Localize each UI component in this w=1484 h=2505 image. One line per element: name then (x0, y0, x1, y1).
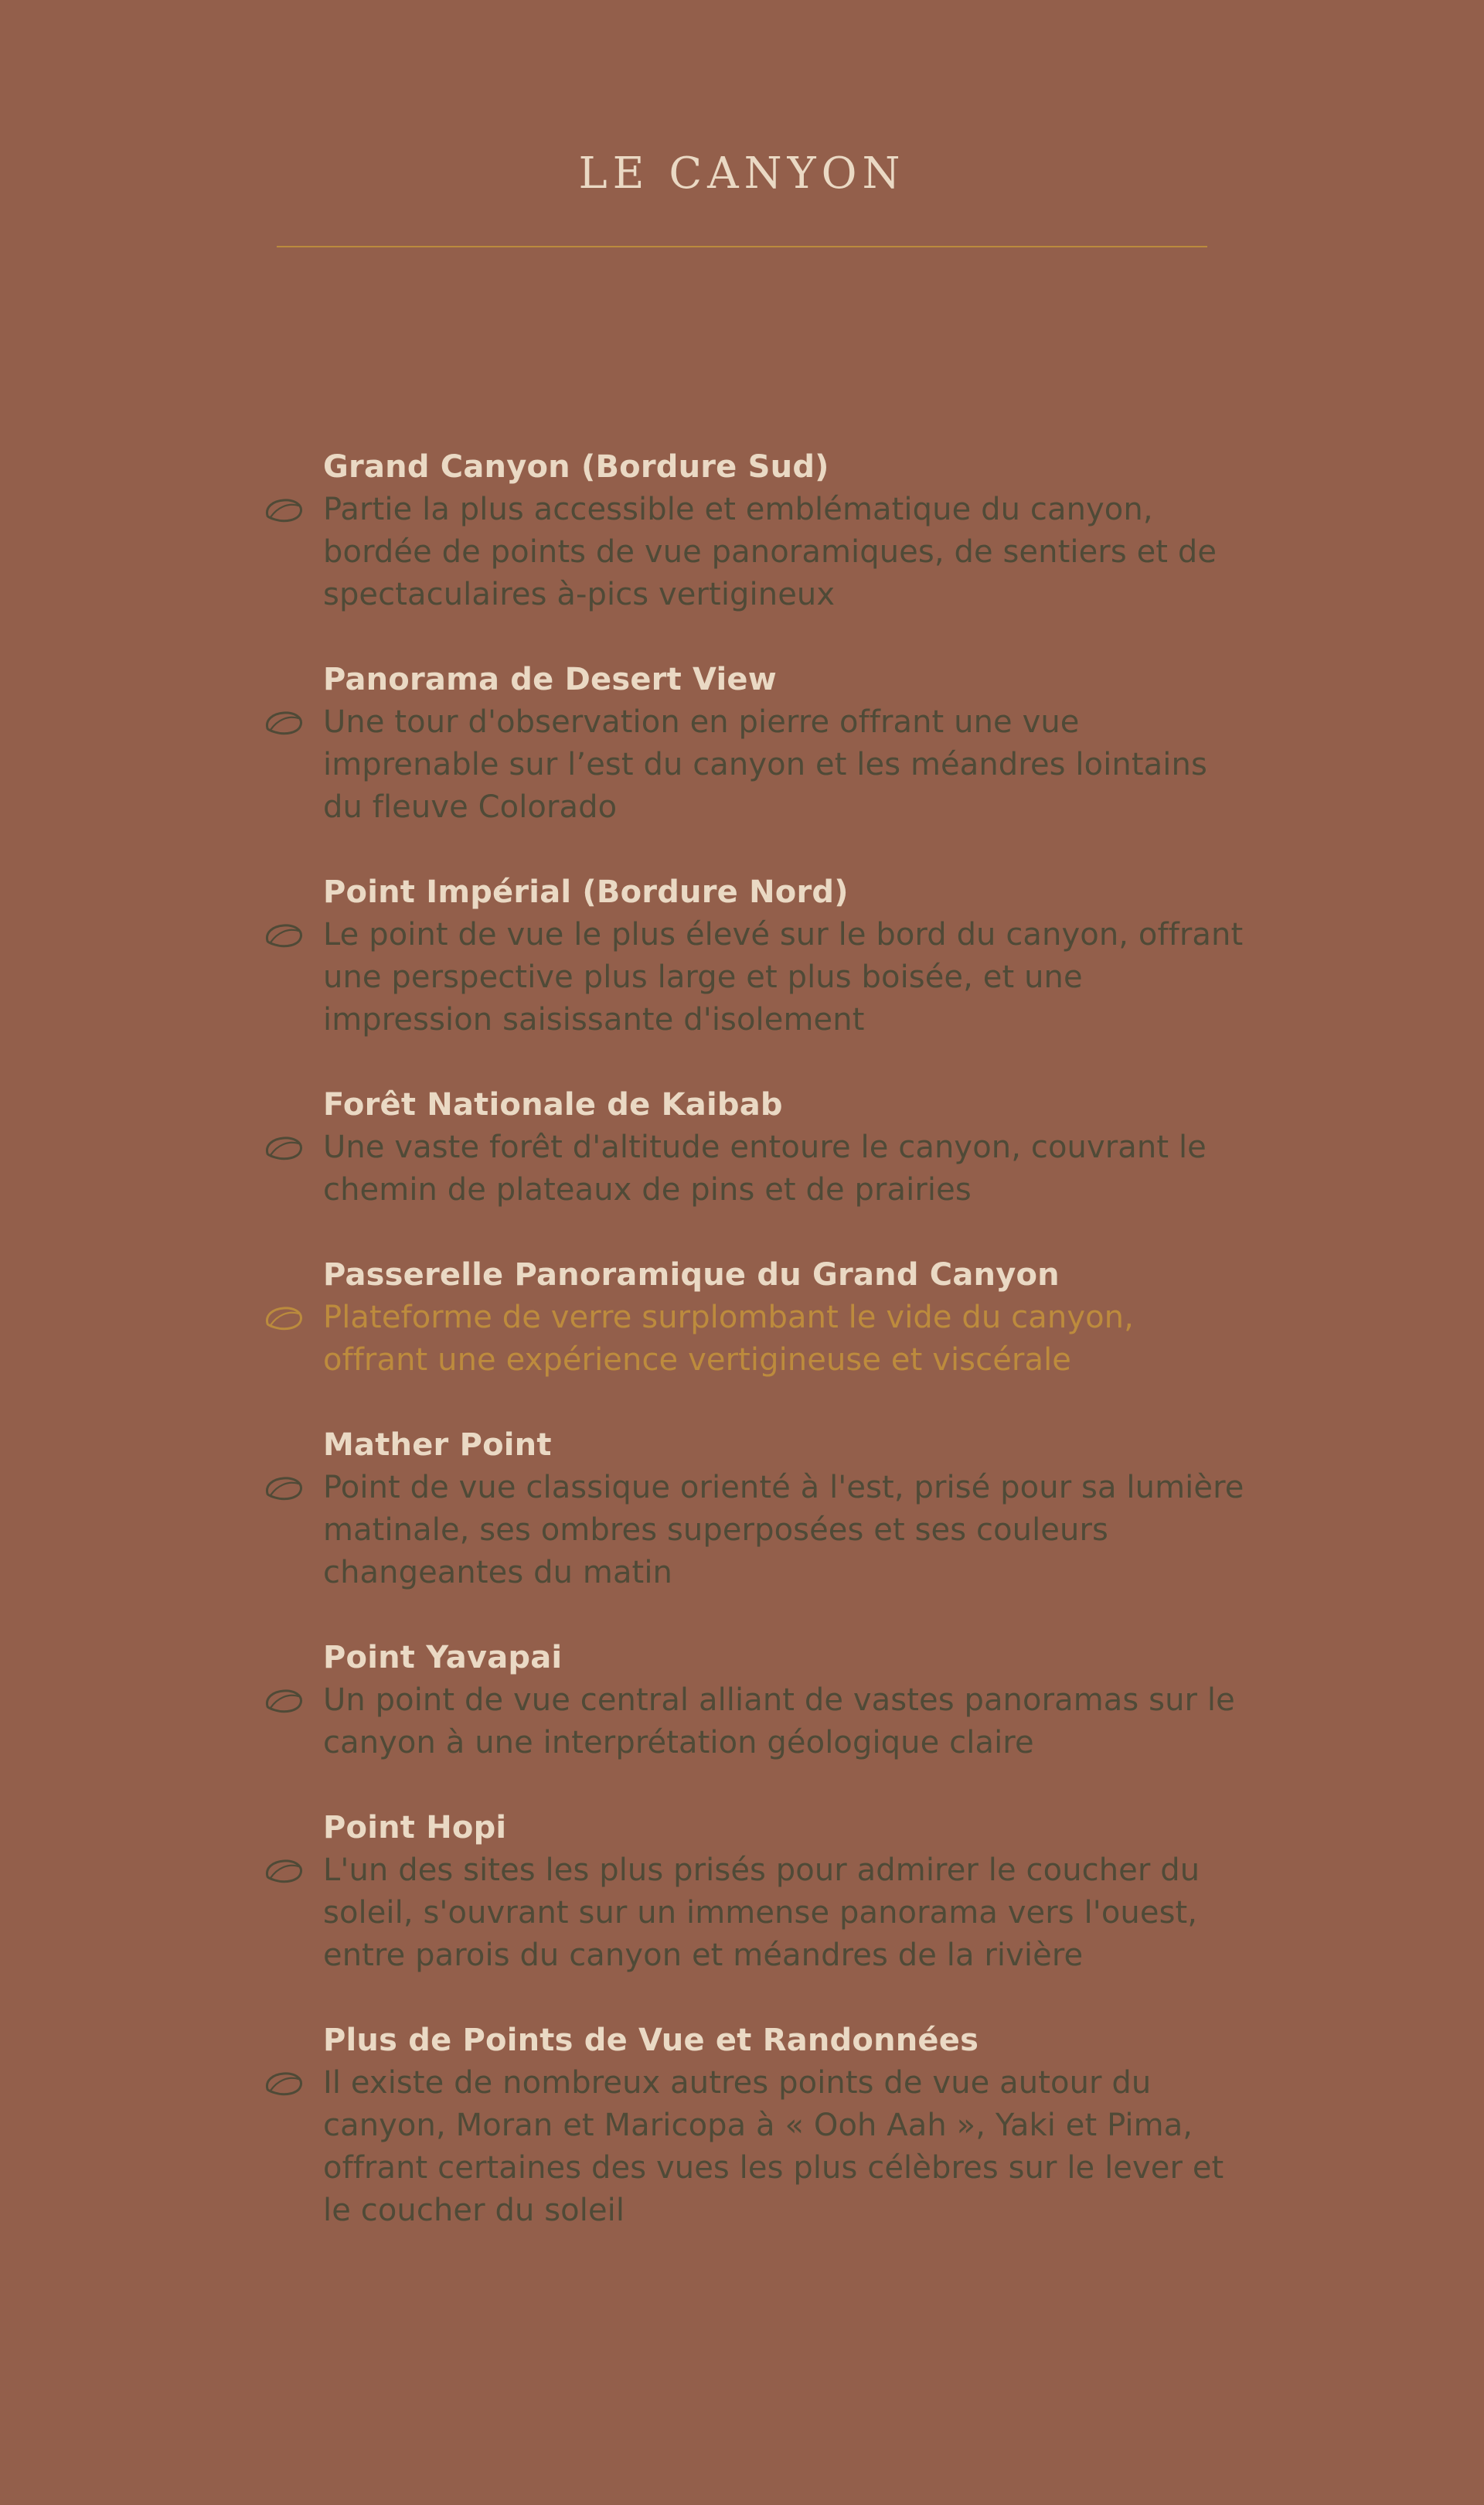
viewpoint-list (255, 445, 1244, 2274)
viewpoint-description: Partie la plus accessible et emblématique du canyon, bordée de points de vue panoramiques, de sentiers et de spectaculaires à-pics vertigineux (323, 492, 1217, 612)
oval-marker-icon (261, 489, 308, 532)
viewpoint-description: Une vaste forêt d'altitude entoure le canyon, couvrant le chemin de plateaux de pins et de prairies (323, 1130, 1207, 1208)
viewpoint-item-yavapai-point[interactable] (255, 1636, 1244, 1764)
viewpoint-description: Plateforme de verre surplombant le vide du canyon, offrant une expérience vertigineuse et viscérale (323, 1300, 1134, 1378)
viewpoint-title: Forêt Nationale de Kaibab (323, 1087, 783, 1123)
viewpoint-description: Le point de vue le plus élevé sur le bord du canyon, offrant une perspective plus large et plus boisée, et une impression saisissante d'isolement (323, 917, 1244, 1038)
viewpoint-item-point-imperial[interactable] (255, 871, 1244, 1041)
viewpoint-description: Un point de vue central alliant de vastes panoramas sur le canyon à une interprétation géologique claire (323, 1682, 1235, 1760)
viewpoint-title: Point Yavapai (323, 1640, 563, 1675)
viewpoint-title: Mather Point (323, 1427, 552, 1463)
oval-marker-icon (261, 914, 308, 957)
oval-marker-icon (261, 1467, 308, 1510)
oval-marker-icon (261, 1849, 308, 1893)
viewpoint-item-skywalk[interactable] (255, 1253, 1244, 1382)
viewpoint-title: Plus de Points de Vue et Randonnées (323, 2023, 979, 2058)
page-title: LE CANYON (578, 148, 906, 199)
viewpoint-title: Grand Canyon (Bordure Sud) (323, 449, 829, 485)
viewpoint-title: Point Impérial (Bordure Nord) (323, 874, 849, 910)
viewpoint-item-grand-canyon-south-rim[interactable] (255, 445, 1244, 616)
oval-marker-icon (261, 1679, 308, 1723)
oval-marker-icon (261, 1297, 308, 1340)
viewpoint-title: Passerelle Panoramique du Grand Canyon (323, 1257, 1060, 1293)
page-header (0, 147, 1484, 201)
viewpoint-item-desert-view[interactable] (255, 658, 1244, 829)
viewpoint-item-hopi-point[interactable] (255, 1806, 1244, 1977)
viewpoint-item-mather-point[interactable] (255, 1423, 1244, 1594)
title-divider (277, 246, 1207, 247)
viewpoint-description: L'un des sites les plus prisés pour admirer le coucher du soleil, s'ouvrant sur un immense panorama vers l'ouest, entre parois du canyon et méandres de la rivière (323, 1852, 1200, 1973)
viewpoint-description: Une tour d'observation en pierre offrant une vue imprenable sur l’est du canyon et les méandres lointains du fleuve Colorado (323, 704, 1207, 825)
viewpoint-item-more-viewpoints[interactable] (255, 2019, 1244, 2232)
viewpoint-item-kaibab-forest[interactable] (255, 1083, 1244, 1212)
oval-marker-icon (261, 2062, 308, 2105)
oval-marker-icon (261, 1126, 308, 1170)
viewpoint-description: Point de vue classique orienté à l'est, prisé pour sa lumière matinale, ses ombres superposées et ses couleurs changeantes du matin (323, 1470, 1244, 1590)
oval-marker-icon (261, 701, 308, 745)
viewpoint-title: Panorama de Desert View (323, 662, 777, 697)
viewpoint-title: Point Hopi (323, 1810, 507, 1846)
viewpoint-description: Il existe de nombreux autres points de vue autour du canyon, Moran et Maricopa à « Ooh Aah », Yaki et Pima, offrant certaines des vues les plus célèbres sur le lever et le coucher du soleil (323, 2065, 1224, 2228)
